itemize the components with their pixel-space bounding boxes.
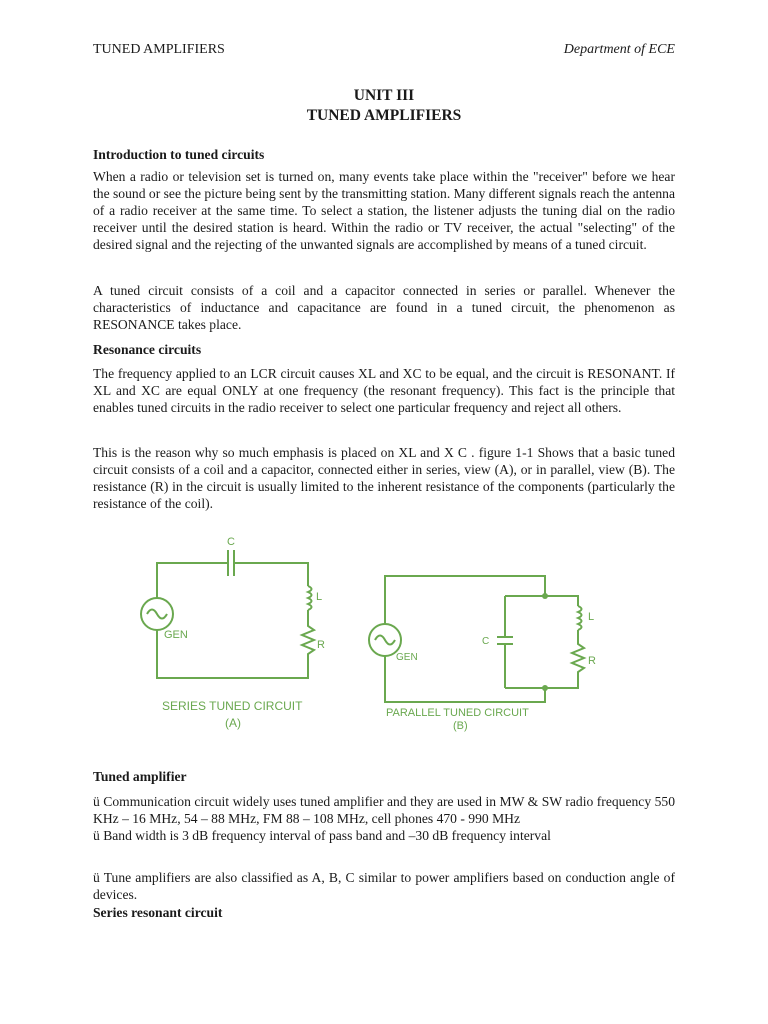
header-left: TUNED AMPLIFIERS — [93, 42, 225, 57]
parallel-gen-label: GEN — [396, 652, 418, 663]
intro-paragraph-1: When a radio or television set is turned on, many events take place within the "receiver" before we hear the sound or see the picture being sent by the transmitting station. Many different signals reach the antenna of a radio receiver at the same time. To select a station, the listener adjusts the tuning dial on the radio receiver until the desired station is heard. Within the radio or TV receiver, the actual "selecting" of the desired signal and the rejecting of the unwanted signals are accomplished by means of a tuned circuit. — [93, 169, 675, 252]
series-gen-label: GEN — [164, 629, 188, 641]
series-circuit — [141, 536, 325, 730]
parallel-node-top — [542, 593, 548, 599]
tuned-circuit-diagram — [120, 528, 600, 740]
chapter-title: TUNED AMPLIFIERS — [306, 107, 462, 124]
parallel-node-bottom — [542, 685, 548, 691]
intro-heading: Introduction to tuned circuits — [93, 147, 265, 162]
resonance-paragraph-2: This is the reason why so much emphasis is placed on XL and X C . figure 1-1 Shows that a basic tuned circuit consists of a coil and a capacitor, connected either in series, view (A), or in parallel, view (B). The resistance (R) in the circuit is usually limited to the inherent resistance of the components (particularly the resistance of the coil). — [93, 445, 675, 511]
page-header — [93, 42, 675, 62]
parallel-caption: PARALLEL TUNED CIRCUIT — [386, 707, 529, 719]
tuned-circuit-figure — [120, 528, 600, 740]
series-res-label: R — [317, 639, 325, 651]
unit-title: UNIT III — [353, 87, 415, 104]
bullet-bandwidth: ü Band width is 3 dB frequency interval of pass band and –30 dB frequency interval — [93, 828, 551, 843]
intro-paragraph-2: A tuned circuit consists of a coil and a capacitor connected in series or parallel. Whenever the characteristics of inductance and capacitance are found in a tuned circuit, the phenomenon as RESONANCE takes place. — [93, 283, 675, 332]
header-right: Department of ECE — [563, 42, 675, 57]
parallel-cap-label: C — [482, 636, 490, 647]
tuned-amplifier-heading: Tuned amplifier — [93, 769, 187, 784]
parallel-ind-label: L — [588, 611, 595, 623]
bullet-classification: ü Tune amplifiers are also classified as A, B, C similar to power amplifiers based on conduction angle of devices. — [93, 870, 675, 902]
resonance-heading: Resonance circuits — [93, 342, 202, 357]
series-ind-label: L — [316, 591, 323, 603]
series-caption: SERIES TUNED CIRCUIT — [162, 699, 303, 713]
resonance-paragraph-1: The frequency applied to an LCR circuit causes XL and XC to be equal, and the circuit is RESONANT. If XL and XC are equal ONLY at one frequency (the resonant frequency). This fact is the principle that enables tuned circuits in the radio receiver to select one particular frequency and reject all others. — [93, 366, 675, 415]
parallel-res-label: R — [588, 655, 596, 667]
bullet-communication: ü Communication circuit widely uses tuned amplifier and they are used in MW & SW radio frequency 550 KHz – 16 MHz, 54 – 88 MHz, FM 88 – 108 MHz, cell phones 470 - 990 MHz — [93, 794, 675, 826]
series-cap-label: C — [227, 536, 235, 548]
series-view-label: (A) — [225, 716, 241, 730]
parallel-view-label: (B) — [453, 720, 468, 732]
series-resonant-heading: Series resonant circuit — [93, 905, 223, 920]
parallel-circuit — [369, 576, 596, 732]
